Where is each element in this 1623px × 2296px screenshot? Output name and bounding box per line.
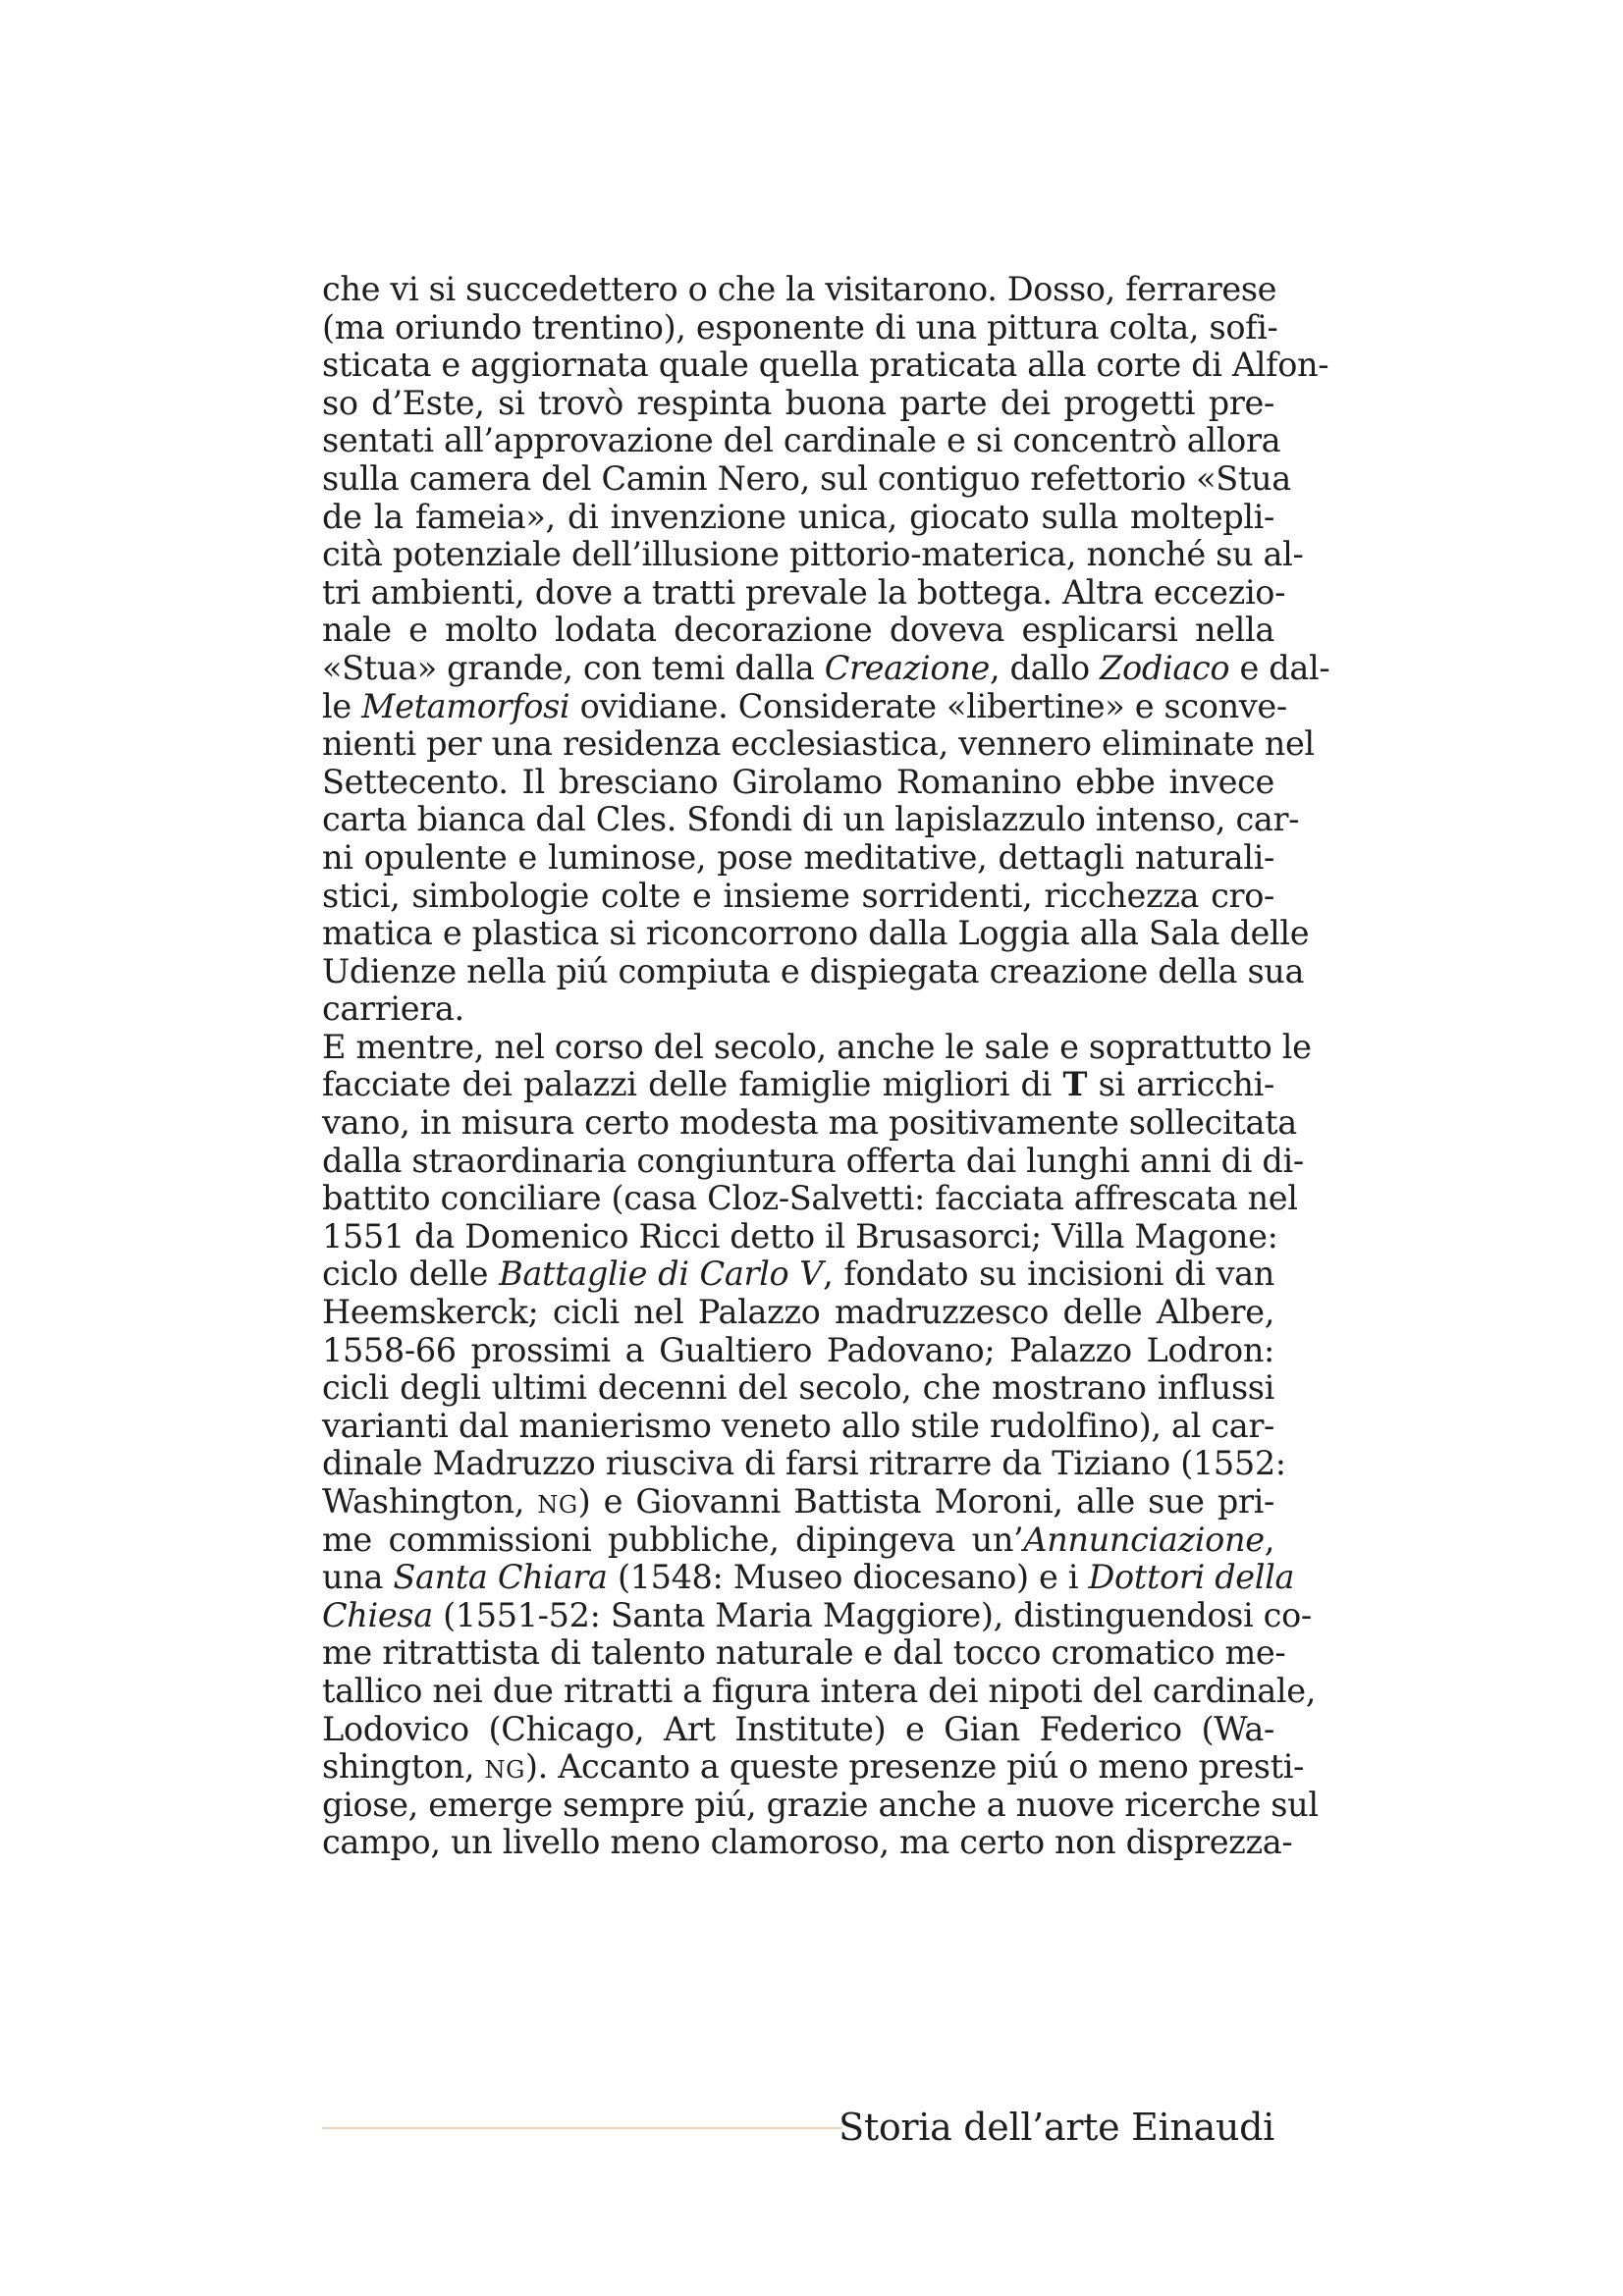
text-line <box>322 1179 1298 1218</box>
text-run: de la fameia», di invenzione unica, giocato sulla moltepli- <box>322 497 1274 536</box>
text-line <box>322 1103 1297 1143</box>
text-run: 1551 da Domenico Ricci detto il Brusasorci; Villa Magone: <box>322 1216 1278 1255</box>
text-line <box>322 1671 1317 1711</box>
page-footer <box>322 2101 1274 2160</box>
text-run: e dal- <box>1229 648 1330 687</box>
italic-title: Santa Chiara <box>393 1558 608 1597</box>
text-line <box>322 499 1274 537</box>
text-line <box>322 1483 1274 1522</box>
text-line <box>322 385 1274 423</box>
text-line <box>322 1294 1274 1332</box>
italic-title: Chiesa <box>322 1595 433 1634</box>
text-line <box>322 1369 1274 1408</box>
text-run: tri ambienti, dove a tratti prevale la bottega. Altra eccezio- <box>322 572 1286 612</box>
text-line <box>322 914 1310 953</box>
text-run: vano, in misura certo modesta ma positivamente sollecitata <box>322 1103 1297 1143</box>
text-line <box>322 612 1274 650</box>
text-line <box>322 270 1277 309</box>
text-line <box>322 1558 1295 1597</box>
text-line <box>322 307 1278 347</box>
italic-title: Creazione <box>824 648 990 687</box>
text-run: sentati all’approvazione del cardinale e si concentrò allora <box>322 421 1281 460</box>
italic-title: Battaglie di Carlo V <box>499 1255 824 1294</box>
text-run: me commissioni pubbliche, dipingeva un’ <box>322 1520 1024 1559</box>
text-run: ni opulente e luminose, pose meditative, dettagli naturali- <box>322 837 1274 877</box>
text-run: una <box>322 1558 394 1597</box>
text-run: 1558-66 prossimi a Gualtiero Padovano; Palazzo Lodron: <box>322 1330 1274 1369</box>
text-run: ovidiane. Considerate «libertine» e sconve- <box>569 686 1287 725</box>
text-run: tallico nei due ritratti a figura intera dei nipoti del cardinale, <box>322 1671 1317 1710</box>
text-line <box>322 724 1315 764</box>
italic-title: Annunciazione <box>1023 1520 1265 1559</box>
text-line <box>322 1711 1274 1749</box>
smallcaps-abbreviation: NG <box>537 1491 578 1519</box>
smallcaps-abbreviation: NG <box>484 1756 525 1785</box>
text-run: shington, <box>322 1747 485 1787</box>
text-run: nale e molto lodata decorazione doveva esplicarsi nella <box>322 611 1274 650</box>
text-run: sulla camera del Camin Nero, sul contiguo refettorio «Stua <box>322 458 1291 498</box>
footer-title: Storia dell’arte Einaudi <box>839 2106 1274 2149</box>
text-line <box>322 951 1305 991</box>
bold-abbreviation: T <box>1062 1065 1088 1104</box>
text-run: stici, simbologie colte e insieme sorridenti, ricchezza cro- <box>322 876 1274 915</box>
text-run: ). Accanto a queste presenze piú o meno presti- <box>524 1747 1305 1787</box>
text-run: E mentre, nel corso del secolo, anche le sale e soprattutto le <box>322 1027 1312 1066</box>
text-line <box>322 1444 1286 1483</box>
text-run: , <box>1264 1520 1274 1559</box>
text-line <box>322 1522 1274 1560</box>
text-line <box>322 1066 1274 1104</box>
text-run: , dallo <box>989 648 1101 687</box>
text-line <box>322 572 1286 613</box>
text-line <box>322 990 1274 1029</box>
text-run: campo, un livello meno clamoroso, ma certo non disprezza- <box>322 1823 1293 1862</box>
text-run: Lodovico (Chicago, Art Institute) e Gian Federico (Wa- <box>322 1709 1274 1748</box>
text-line <box>322 1747 1305 1787</box>
text-line <box>322 1141 1304 1181</box>
text-run: dinale Madruzzo riusciva di farsi ritrarre da Tiziano (1552: <box>322 1444 1286 1483</box>
italic-title: Dottori della <box>1088 1558 1295 1597</box>
text-line <box>322 1408 1274 1446</box>
text-run: battito conciliare (casa Cloz-Salvetti: facciata affrescata nel <box>322 1179 1298 1218</box>
text-line <box>322 1785 1319 1825</box>
italic-title: Metamorfosi <box>361 686 570 725</box>
text-run: giose, emerge sempre piú, grazie anche a nuove ricerche sul <box>322 1785 1319 1824</box>
text-run: Washington, <box>322 1482 538 1521</box>
footer-rule <box>322 2127 842 2129</box>
text-run: cicli degli ultimi decenni del secolo, che mostrano influssi <box>322 1368 1274 1408</box>
text-run: matica e plastica si riconcorrono dalla Loggia alla Sala delle <box>322 914 1310 953</box>
text-run: dalla straordinaria congiuntura offerta dai lunghi anni di di- <box>322 1141 1304 1180</box>
text-run: (1548: Museo diocesano) e i <box>607 1558 1089 1597</box>
text-run: «Stua» grande, con temi dalla <box>322 648 825 687</box>
text-run: varianti dal manierismo veneto allo stile rudolfino), al car- <box>322 1406 1274 1445</box>
text-run: nienti per una residenza ecclesiastica, vennero eliminate nel <box>322 724 1315 764</box>
text-run: me ritrattista di talento naturale e dal tocco cromatico me- <box>322 1633 1286 1673</box>
text-run: carta bianca dal Cles. Sfondi di un lapislazzulo intenso, car- <box>322 800 1300 839</box>
text-line <box>322 1332 1274 1370</box>
text-line <box>322 458 1291 499</box>
text-run: Heemskerck; cicli nel Palazzo madruzzesco delle Albere, <box>322 1293 1274 1332</box>
text-line <box>322 648 1330 688</box>
text-line <box>322 878 1274 916</box>
text-line <box>322 839 1274 878</box>
body-text <box>322 270 1330 1862</box>
text-run: facciate dei palazzi delle famiglie migliori di <box>322 1065 1063 1104</box>
text-line <box>322 1255 1274 1294</box>
text-run: Udienze nella piú compiuta e dispiegata creazione della sua <box>322 951 1305 990</box>
text-run: cità potenziale dell’illusione pittorio-materica, nonché su al- <box>322 535 1304 574</box>
text-run: , fondato su incisioni di van <box>823 1255 1275 1294</box>
text-line <box>322 535 1304 574</box>
text-line <box>322 1216 1278 1256</box>
text-line <box>322 1595 1312 1635</box>
italic-title: Zodiaco <box>1100 648 1230 687</box>
text-run: ciclo delle <box>322 1255 500 1294</box>
text-line <box>322 800 1300 839</box>
text-run: Settecento. Il bresciano Girolamo Romanino ebbe invece <box>322 762 1274 801</box>
text-line <box>322 1027 1312 1067</box>
text-run: (1551-52: Santa Maria Maggiore), distinguendosi co- <box>432 1595 1312 1634</box>
text-run: le <box>322 686 362 725</box>
text-run: sticata e aggiornata quale quella praticata alla corte di Alfon- <box>322 346 1329 385</box>
text-run: che vi si succedettero o che la visitarono. Dosso, ferrarese <box>322 270 1277 308</box>
text-run: (ma oriundo trentino), esponente di una pittura colta, sofi- <box>322 307 1278 347</box>
text-line <box>322 421 1281 460</box>
text-line <box>322 1633 1286 1673</box>
text-run: so d’Este, si trovò respinta buona parte dei progetti pre- <box>322 383 1274 422</box>
text-run: carriera. <box>322 989 464 1029</box>
text-line <box>322 686 1287 726</box>
text-line <box>322 346 1329 385</box>
text-line <box>322 1823 1293 1862</box>
text-line <box>322 764 1274 802</box>
text-run: ) e Giovanni Battista Moroni, alle sue pri- <box>577 1482 1274 1521</box>
text-run: si arricchi- <box>1087 1065 1274 1104</box>
